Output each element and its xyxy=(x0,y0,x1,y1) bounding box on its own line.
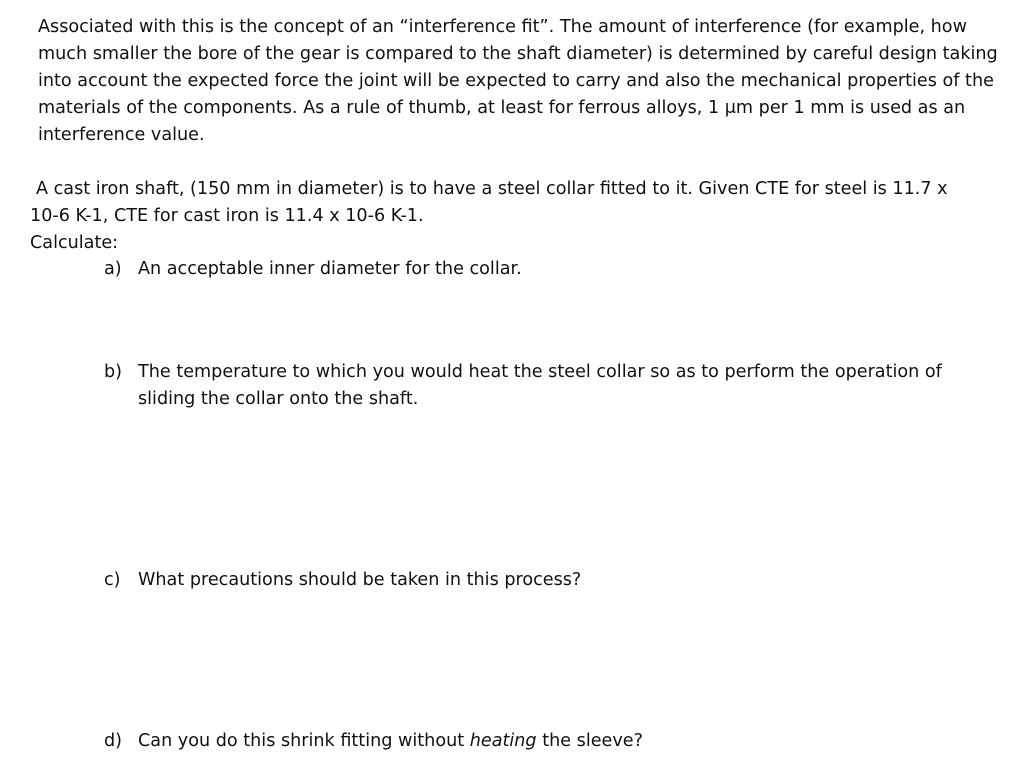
question-text: What precautions should be taken in this process? xyxy=(138,570,582,590)
question-c xyxy=(104,567,994,594)
question-letter: d) xyxy=(104,731,123,751)
question-text-before: Can you do this shrink fitting without xyxy=(138,731,470,751)
question-text-after: the sleeve? xyxy=(536,731,643,751)
question-b xyxy=(104,359,994,413)
question-text-emphasis: heating xyxy=(469,731,537,751)
problem-text: A cast iron shaft, (150 mm in diameter) is to have a steel collar fitted to it. Given CTE for steel is 11.7 x 10-6 K-1, CTE for cast iron is 11.4 x 10-6 K-1. xyxy=(30,179,948,226)
question-d xyxy=(104,728,994,755)
intro-paragraph: Associated with this is the concept of an “interference fit”. The amount of interference (for example, how much smaller the bore of the gear is compared to the shaft diameter) is determined by careful design taking into account the expected force the joint will be expected to carry and also the mechanical properties of the materials of the components. As a rule of thumb, at least for ferrous alloys, 1 μm per 1 mm is used as an interference value. xyxy=(38,17,998,145)
question-text: An acceptable inner diameter for the collar. xyxy=(138,259,522,279)
question-letter: b) xyxy=(104,362,123,382)
calculate-label: Calculate: xyxy=(30,233,119,253)
question-letter: a) xyxy=(104,259,122,279)
question-letter: c) xyxy=(104,570,121,590)
question-text: The temperature to which you would heat the steel collar so as to perform the operation of sliding the collar onto the shaft. xyxy=(138,362,942,409)
problem-statement xyxy=(30,176,970,230)
question-a xyxy=(104,256,994,283)
question-text xyxy=(138,728,994,755)
